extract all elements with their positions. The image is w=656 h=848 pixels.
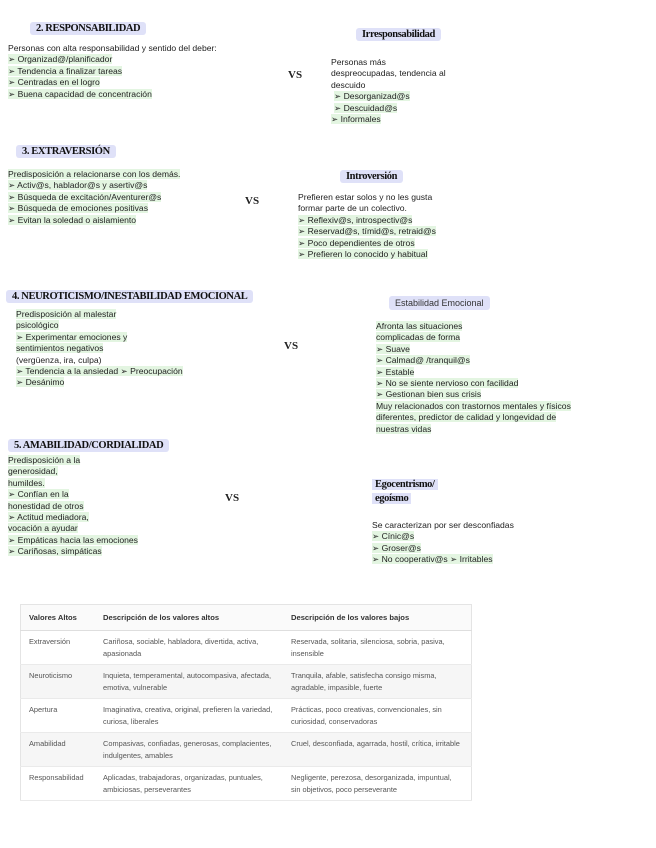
text-line: Personas más [331, 57, 386, 67]
bullet-item: ➢ Tendencia a la ansiedad ➢ Preocupación [16, 366, 183, 377]
bullet-item: ➢ Desánimo [16, 377, 65, 388]
bullet-item: ➢ Empáticas hacia las emociones [8, 534, 138, 545]
text-line: Afronta las situaciones [376, 321, 463, 331]
bullet-item: ➢ Confían en la [8, 489, 69, 500]
table-header-row [21, 605, 472, 631]
estabilidad-description [376, 321, 571, 435]
section-title-neuroticismo: 4. NEUROTICISMO/INESTABILIDAD EMOCIONAL [6, 290, 253, 303]
table-row [21, 665, 472, 699]
extraversion-description [8, 169, 180, 226]
bullet-item: ➢ Suave [376, 343, 410, 354]
bullet-item: ➢ Activ@s, hablador@s y asertiv@s [8, 180, 148, 191]
bullet-item: ➢ Cariñosas, simpáticas [8, 546, 102, 557]
section-title-introversion: Introversión [340, 170, 403, 183]
section-title-egocentrismo: Egocentrismo/ egoísmo [372, 478, 438, 506]
bullet-item: ➢ Cínic@s [372, 531, 415, 542]
vs-label: VS [284, 340, 299, 352]
amabilidad-description [8, 455, 138, 558]
bullet-item: ➢ Organizad@/planificador [8, 54, 113, 65]
table-cell: Aplicadas, trabajadoras, organizadas, puntuales, ambiciosas, perseverantes [95, 767, 283, 801]
table-cell: Extraversión [21, 631, 96, 665]
text-line: vocación a ayudar [8, 523, 78, 534]
bullet-item: ➢ Gestionan bien sus crisis [376, 389, 482, 400]
responsabilidad-description [8, 43, 217, 100]
bullet-item: ➢ Evitan la soledad o aislamiento [8, 214, 137, 225]
big-five-table [20, 604, 472, 801]
text-line: descuido [331, 79, 366, 90]
table-cell: Responsabilidad [21, 767, 96, 801]
table-row [21, 699, 472, 733]
bullet-item: ➢ Calmad@ /tranquil@s [376, 355, 470, 366]
column-header: Descripción de los valores altos [95, 605, 283, 631]
text-line: (vergüenza, ira, culpa) [16, 354, 102, 365]
bullet-item: ➢ Prefieren lo conocido y habitual [298, 249, 428, 260]
section-title-responsabilidad: 2. RESPONSABILIDAD [30, 22, 146, 35]
egocentrismo-description [372, 520, 514, 566]
table-cell: Neuroticismo [21, 665, 96, 699]
table-row [21, 767, 472, 801]
vs-label: VS [245, 195, 260, 207]
bullet-item: ➢ Búsqueda de excitación/Aventurer@s [8, 191, 162, 202]
text-line: formar parte de un colectivo. [298, 203, 407, 214]
table-row [21, 631, 472, 665]
bullet-item: ➢ No cooperativ@s ➢ Irritables [372, 554, 493, 565]
table-cell: Cariñosa, sociable, habladora, divertida, activa, apasionada [95, 631, 283, 665]
text-line: honestidad de otros [8, 500, 84, 511]
table-row [21, 733, 472, 767]
bullet-item: ➢ Actitud mediadora, [8, 512, 89, 523]
bullet-item: ➢ Centradas en el logro [8, 77, 100, 88]
text-line: sentimientos negativos [16, 343, 104, 354]
table-cell: Cruel, desconfiada, agarrada, hostil, crítica, irritable [283, 733, 472, 767]
section-title-extraversion: 3. EXTRAVERSIÓN [16, 145, 116, 158]
text-line: Predisposición a relacionarse con los demás. [8, 169, 181, 179]
text-line: complicadas de forma [376, 332, 461, 343]
bullet-item: ➢ Experimentar emociones y [16, 331, 128, 342]
introversion-description [298, 192, 436, 260]
table-cell: Inquieta, temperamental, autocompasiva, afectada, emotiva, vulnerable [95, 665, 283, 699]
section-title-estabilidad-emocional: Estabilidad Emocional [389, 296, 490, 310]
neuroticismo-description [16, 309, 183, 389]
section-title-amabilidad: 5. AMABILIDAD/CORDIALIDAD [8, 439, 169, 452]
bullet-item: ➢ Desorganizad@s [334, 91, 410, 102]
bullet-item: ➢ Reservad@s, tímid@s, retraid@s [298, 226, 436, 237]
text-line: diferentes, predictor de calidad y longevidad de [376, 412, 557, 423]
text-line: Muy relacionados con trastornos mentales y físicos [376, 400, 571, 411]
table-cell: Apertura [21, 699, 96, 733]
bullet-item: ➢ Buena capacidad de concentración [8, 88, 152, 99]
text-line: generosidad, [8, 466, 58, 477]
text-line: Predisposición al malestar [16, 309, 117, 319]
bullet-item: ➢ Groser@s [372, 542, 421, 553]
irresponsabilidad-description [331, 57, 446, 125]
vs-label: VS [288, 69, 303, 81]
text-line: Se caracterizan por ser desconfiadas [372, 520, 514, 530]
text-line: nuestras vidas [376, 423, 432, 434]
text-line: Prefieren estar solos y no les gusta [298, 192, 433, 202]
text-line: despreocupadas, tendencia al [331, 68, 446, 79]
bullet-item: ➢ Poco dependientes de otros [298, 237, 415, 248]
table-cell: Reservada, solitaria, silenciosa, sobria, pasiva, insensible [283, 631, 472, 665]
column-header: Valores Altos [21, 605, 96, 631]
table-cell: Compasivas, confiadas, generosas, complacientes, indulgentes, amables [95, 733, 283, 767]
bullet-item: ➢ Reflexiv@s, introspectiv@s [298, 214, 413, 225]
table-cell: Imaginativa, creativa, original, prefieren la variedad, curiosa, liberales [95, 699, 283, 733]
bullet-item: ➢ No se siente nervioso con facilidad [376, 378, 519, 389]
table-cell: Negligente, perezosa, desorganizada, impuntual, sin objetivos, poco perseverante [283, 767, 472, 801]
bullet-item: ➢ Descuidad@s [334, 102, 398, 113]
text-line: Predisposición a la [8, 455, 81, 465]
text-line: Personas con alta responsabilidad y sentido del deber: [8, 43, 217, 53]
bullet-item: ➢ Informales [331, 114, 381, 125]
bullet-item: ➢ Tendencia a finalizar tareas [8, 65, 123, 76]
vs-label: VS [225, 492, 240, 504]
table-cell: Prácticas, poco creativas, convencionales, sin curiosidad, conservadoras [283, 699, 472, 733]
bullet-item: ➢ Búsqueda de emociones positivas [8, 203, 149, 214]
text-line: psicológico [16, 320, 59, 331]
section-title-irresponsabilidad: Irresponsabilidad [356, 28, 441, 41]
table-cell: Amabilidad [21, 733, 96, 767]
table-cell: Tranquila, afable, satisfecha consigo misma, agradable, impasible, fuerte [283, 665, 472, 699]
column-header: Descripción de los valores bajos [283, 605, 472, 631]
text-line: humildes. [8, 477, 45, 488]
bullet-item: ➢ Estable [376, 366, 415, 377]
